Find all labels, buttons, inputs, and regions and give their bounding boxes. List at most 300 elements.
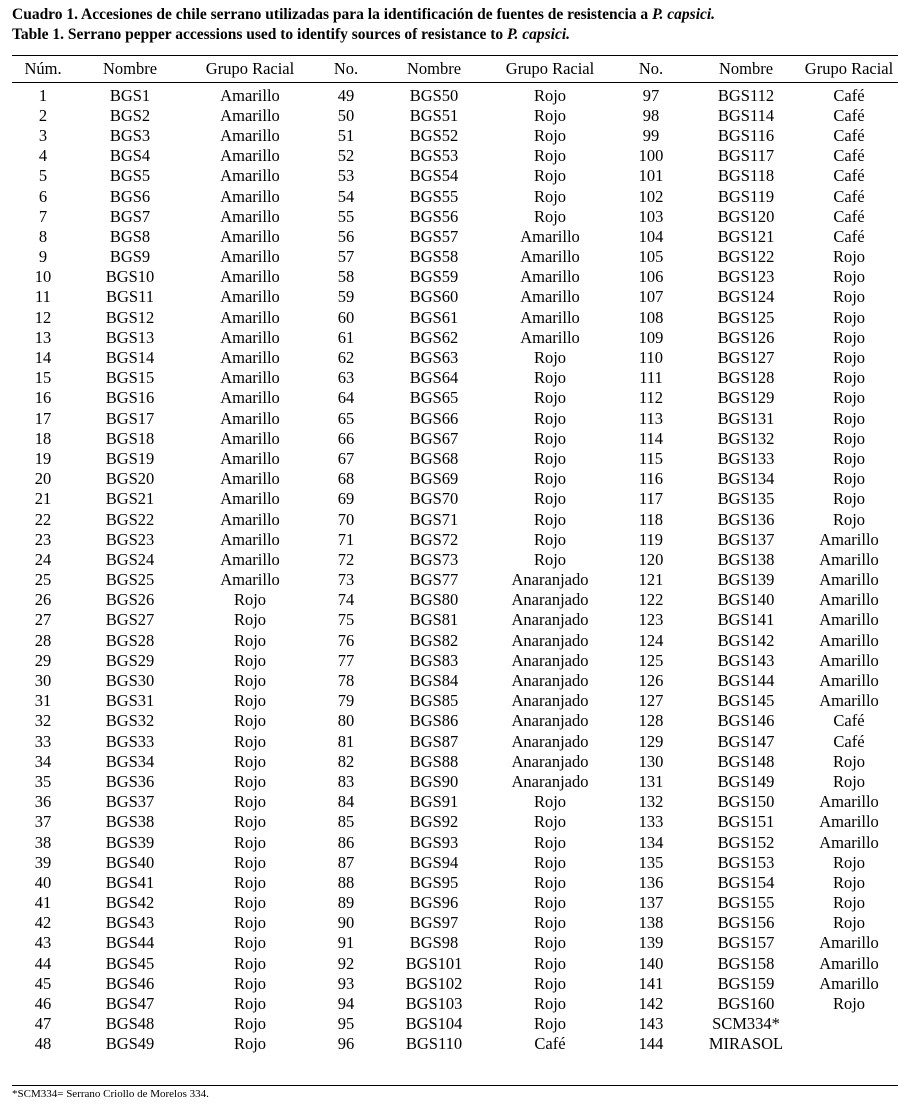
cell-group: Rojo (832, 872, 866, 892)
cell-group: Amarillo (819, 570, 879, 590)
cell-num: 49 (337, 85, 355, 105)
cell-group: Amarillo (819, 832, 879, 852)
cell-num: 95 (337, 1014, 355, 1034)
cell-num: 103 (638, 206, 664, 226)
cell-group: Rojo (233, 771, 267, 791)
cell-name: BGS40 (105, 852, 155, 872)
cell-name: BGS72 (409, 529, 459, 549)
cell-num: 101 (638, 166, 664, 186)
table-row (12, 650, 898, 670)
cell-name: BGS55 (409, 186, 459, 206)
cell-group: Rojo (832, 247, 866, 267)
cell-name: BGS114 (717, 105, 775, 125)
cell-name: BGS16 (105, 388, 155, 408)
cell-group: Anaranjado (511, 590, 589, 610)
cell-name: BGS119 (717, 186, 775, 206)
cell-group: Amarillo (220, 428, 280, 448)
cell-name: BGS57 (409, 226, 459, 246)
cell-name: MIRASOL (708, 1034, 784, 1054)
cell-num: 108 (638, 307, 664, 327)
cell-num: 78 (337, 671, 355, 691)
cell-name: BGS52 (409, 125, 459, 145)
cell-num: 59 (337, 287, 355, 307)
cell-num: 128 (638, 711, 664, 731)
cell-num: 73 (337, 570, 355, 590)
cell-num: 67 (337, 448, 355, 468)
cell-name: BGS126 (717, 327, 775, 347)
cell-name: BGS54 (409, 166, 459, 186)
cell-name: BGS142 (717, 630, 775, 650)
table-row (12, 206, 898, 226)
cell-group: Rojo (533, 348, 567, 368)
cell-name: BGS47 (105, 994, 155, 1014)
cell-group: Anaranjado (511, 751, 589, 771)
cell-name: BGS77 (409, 570, 459, 590)
cell-name: BGS120 (717, 206, 775, 226)
cell-num: 111 (639, 368, 663, 388)
cell-name: BGS70 (409, 489, 459, 509)
cell-group: Rojo (233, 913, 267, 933)
cell-group: Rojo (533, 973, 567, 993)
cell-num: 55 (337, 206, 355, 226)
cell-name: BGS45 (105, 953, 155, 973)
cell-num: 105 (638, 247, 664, 267)
cell-group (800, 1014, 898, 1034)
cell-group: Rojo (533, 125, 567, 145)
cell-name: BGS29 (105, 650, 155, 670)
cell-group: Amarillo (220, 105, 280, 125)
cell-name: BGS38 (105, 812, 155, 832)
cell-num: 34 (34, 751, 52, 771)
cell-num: 114 (638, 428, 664, 448)
cell-name: BGS11 (106, 287, 154, 307)
cell-name: BGS137 (717, 529, 775, 549)
cell-num: 120 (638, 549, 664, 569)
cell-group: Rojo (233, 711, 267, 731)
cell-name: BGS10 (105, 267, 155, 287)
cell-group: Rojo (832, 408, 866, 428)
cell-name: BGS131 (717, 408, 775, 428)
cell-group: Rojo (233, 751, 267, 771)
cell-num: 54 (337, 186, 355, 206)
cell-name: BGS82 (409, 630, 459, 650)
cell-name: BGS97 (409, 913, 459, 933)
cell-name: BGS84 (409, 671, 459, 691)
cell-name: BGS2 (109, 105, 151, 125)
cell-group: Café (833, 206, 865, 226)
cell-num: 3 (38, 125, 48, 145)
cell-name: BGS60 (409, 287, 459, 307)
cell-name: BGS101 (405, 953, 463, 973)
cell-name: BGS14 (105, 348, 155, 368)
cell-group: Rojo (533, 529, 567, 549)
cell-name: BGS4 (109, 146, 151, 166)
cell-group: Amarillo (819, 630, 879, 650)
cell-group: Rojo (533, 448, 567, 468)
cell-num: 76 (337, 630, 355, 650)
cell-name: BGS18 (105, 428, 155, 448)
cell-group: Rojo (832, 994, 866, 1014)
cell-name: BGS3 (109, 125, 151, 145)
cell-group: Rojo (533, 792, 567, 812)
cell-group: Rojo (533, 105, 567, 125)
cell-group: Rojo (533, 469, 567, 489)
cell-group: Rojo (832, 509, 866, 529)
cell-num: 24 (34, 549, 52, 569)
cell-name: BGS145 (717, 691, 775, 711)
table-row (12, 993, 898, 1013)
cell-num: 112 (638, 388, 664, 408)
table-row (12, 448, 898, 468)
cell-num: 40 (34, 872, 52, 892)
cell-num: 98 (642, 105, 660, 125)
cell-name: BGS56 (409, 206, 459, 226)
table-row (12, 731, 898, 751)
cell-group: Café (833, 731, 865, 751)
cell-name: BGS50 (409, 85, 459, 105)
table-row (12, 670, 898, 690)
table-row (12, 509, 898, 529)
cell-group: Rojo (233, 953, 267, 973)
cell-group: Rojo (233, 691, 267, 711)
cell-num: 87 (337, 852, 355, 872)
cell-num: 129 (638, 731, 664, 751)
cell-num: 136 (638, 872, 664, 892)
table-row (12, 327, 898, 347)
caption-spanish-text: Cuadro 1. Accesiones de chile serrano utilizadas para la identificación de fuentes de resistencia a (12, 6, 653, 23)
cell-num: 68 (337, 469, 355, 489)
cell-group: Rojo (533, 549, 567, 569)
cell-group: Rojo (533, 933, 567, 953)
cell-name: BGS146 (717, 711, 775, 731)
cell-num: 47 (34, 1014, 52, 1034)
table-bottom-rule (12, 1085, 898, 1086)
cell-group: Café (833, 105, 865, 125)
cell-num: 86 (337, 832, 355, 852)
cell-name: BGS124 (717, 287, 775, 307)
table-row (12, 186, 898, 206)
cell-num: 66 (337, 428, 355, 448)
table-row (12, 630, 898, 650)
cell-num: 30 (34, 671, 52, 691)
cell-group: Amarillo (220, 186, 280, 206)
cell-name: BGS26 (105, 590, 155, 610)
cell-group: Rojo (233, 650, 267, 670)
cell-num: 19 (34, 448, 52, 468)
table-row (12, 812, 898, 832)
table-row (12, 489, 898, 509)
header-group: Grupo Racial (804, 59, 894, 78)
cell-name: BGS133 (717, 448, 775, 468)
cell-num: 51 (337, 125, 355, 145)
cell-num: 60 (337, 307, 355, 327)
cell-num: 61 (337, 327, 355, 347)
cell-num: 15 (34, 368, 52, 388)
cell-name: BGS87 (409, 731, 459, 751)
cell-group: Amarillo (220, 166, 280, 186)
cell-num: 50 (337, 105, 355, 125)
cell-group: Rojo (533, 388, 567, 408)
cell-num: 113 (638, 408, 664, 428)
table-row (12, 347, 898, 367)
cell-name: BGS96 (409, 893, 459, 913)
cell-group: Rojo (233, 630, 267, 650)
cell-num: 96 (337, 1034, 355, 1054)
cell-num: 123 (638, 610, 664, 630)
cell-name: BGS34 (105, 751, 155, 771)
cell-name: BGS49 (105, 1034, 155, 1054)
footnote: *SCM334= Serrano Criollo de Morelos 334. (12, 1088, 209, 1100)
header-rule (12, 82, 898, 83)
cell-num: 75 (337, 610, 355, 630)
cell-group: Rojo (533, 953, 567, 973)
cell-group: Amarillo (220, 549, 280, 569)
table-row (12, 549, 898, 569)
cell-group: Rojo (533, 913, 567, 933)
header-name: Nombre (406, 59, 462, 78)
cell-name: BGS86 (409, 711, 459, 731)
table-row (12, 1014, 898, 1034)
cell-group: Anaranjado (511, 711, 589, 731)
cell-name: BGS144 (717, 671, 775, 691)
cell-num: 35 (34, 771, 52, 791)
cell-name: BGS9 (109, 247, 151, 267)
cell-group: Amarillo (819, 549, 879, 569)
cell-num: 69 (337, 489, 355, 509)
cell-group: Amarillo (220, 489, 280, 509)
cell-group: Amarillo (819, 671, 879, 691)
cell-group: Rojo (832, 428, 866, 448)
cell-group: Café (833, 125, 865, 145)
cell-group: Rojo (233, 1014, 267, 1034)
cell-group: Amarillo (220, 247, 280, 267)
cell-num: 43 (34, 933, 52, 953)
cell-num: 127 (638, 691, 664, 711)
cell-num: 16 (34, 388, 52, 408)
cell-num: 53 (337, 166, 355, 186)
cell-group: Café (833, 186, 865, 206)
cell-name: BGS59 (409, 267, 459, 287)
cell-group: Amarillo (220, 267, 280, 287)
table-row (12, 771, 898, 791)
cell-num: 107 (638, 287, 664, 307)
cell-name: BGS68 (409, 448, 459, 468)
cell-group: Amarillo (520, 307, 580, 327)
cell-group: Rojo (233, 610, 267, 630)
cell-group: Amarillo (220, 408, 280, 428)
cell-name: BGS64 (409, 368, 459, 388)
cell-name: BGS21 (105, 489, 155, 509)
cell-num: 77 (337, 650, 355, 670)
cell-group: Rojo (533, 166, 567, 186)
cell-num: 116 (638, 469, 664, 489)
cell-num: 27 (34, 610, 52, 630)
cell-name: BGS5 (109, 166, 151, 186)
cell-name: BGS140 (717, 590, 775, 610)
cell-num: 28 (34, 630, 52, 650)
cell-name: BGS27 (105, 610, 155, 630)
cell-name: BGS48 (105, 1014, 155, 1034)
cell-name: BGS129 (717, 388, 775, 408)
cell-num: 8 (38, 226, 48, 246)
cell-group: Rojo (533, 146, 567, 166)
cell-group: Amarillo (220, 146, 280, 166)
cell-num: 81 (337, 731, 355, 751)
cell-name: BGS102 (405, 973, 463, 993)
cell-name: BGS153 (717, 852, 775, 872)
cell-name: BGS7 (109, 206, 151, 226)
cell-name: BGS33 (105, 731, 155, 751)
cell-name: BGS88 (409, 751, 459, 771)
cell-num: 21 (34, 489, 52, 509)
cell-name: BGS24 (105, 549, 155, 569)
cell-group: Rojo (832, 287, 866, 307)
cell-num: 39 (34, 852, 52, 872)
cell-name: BGS41 (105, 872, 155, 892)
cell-group: Rojo (533, 893, 567, 913)
cell-group: Rojo (832, 448, 866, 468)
table-row (12, 307, 898, 327)
table-row (12, 85, 898, 105)
cell-name: BGS63 (409, 348, 459, 368)
cell-num: 97 (642, 85, 660, 105)
cell-group: Amarillo (819, 953, 879, 973)
cell-group: Amarillo (220, 509, 280, 529)
cell-num: 131 (638, 771, 664, 791)
cell-name: BGS141 (717, 610, 775, 630)
cell-num: 65 (337, 408, 355, 428)
cell-group: Rojo (233, 1034, 267, 1054)
cell-group: Rojo (533, 428, 567, 448)
cell-name: BGS90 (409, 771, 459, 791)
cell-group: Rojo (832, 852, 866, 872)
cell-num: 37 (34, 812, 52, 832)
table-row (12, 913, 898, 933)
cell-group: Rojo (533, 994, 567, 1014)
cell-num: 36 (34, 792, 52, 812)
table-row (12, 852, 898, 872)
table-row (12, 388, 898, 408)
cell-group: Amarillo (520, 267, 580, 287)
cell-num: 104 (638, 226, 664, 246)
cell-name: BGS53 (409, 146, 459, 166)
cell-num: 18 (34, 428, 52, 448)
cell-num: 29 (34, 650, 52, 670)
cell-num: 143 (638, 1014, 664, 1034)
cell-num: 137 (638, 893, 664, 913)
cell-group: Rojo (832, 489, 866, 509)
cell-group: Amarillo (819, 529, 879, 549)
cell-num: 4 (38, 146, 48, 166)
cell-num: 57 (337, 247, 355, 267)
cell-name: BGS8 (109, 226, 151, 246)
cell-group: Rojo (233, 590, 267, 610)
table-row (12, 428, 898, 448)
cell-group: Amarillo (220, 448, 280, 468)
cell-name: BGS155 (717, 893, 775, 913)
cell-group: Anaranjado (511, 570, 589, 590)
cell-num: 85 (337, 812, 355, 832)
cell-num: 118 (638, 509, 664, 529)
cell-num: 38 (34, 832, 52, 852)
cell-num: 110 (638, 348, 664, 368)
cell-num: 64 (337, 388, 355, 408)
cell-name: BGS80 (409, 590, 459, 610)
cell-num: 5 (38, 166, 48, 186)
cell-num: 90 (337, 913, 355, 933)
cell-name: BGS139 (717, 570, 775, 590)
cell-group: Rojo (832, 388, 866, 408)
cell-group: Rojo (533, 368, 567, 388)
cell-name: BGS103 (405, 994, 463, 1014)
cell-name: BGS148 (717, 751, 775, 771)
header-num: Núm. (24, 59, 62, 78)
cell-name: BGS58 (409, 247, 459, 267)
cell-name: BGS93 (409, 832, 459, 852)
cell-group: Rojo (533, 509, 567, 529)
table-row (12, 226, 898, 246)
cell-name: BGS128 (717, 368, 775, 388)
cell-name: BGS152 (717, 832, 775, 852)
cell-num: 1 (38, 85, 48, 105)
cell-name: BGS132 (717, 428, 775, 448)
table-row (12, 792, 898, 812)
cell-group: Café (534, 1034, 566, 1054)
caption-spanish (12, 5, 715, 25)
cell-num: 25 (34, 570, 52, 590)
cell-name: BGS67 (409, 428, 459, 448)
table-row (12, 610, 898, 630)
cell-name: BGS20 (105, 469, 155, 489)
cell-num: 130 (638, 751, 664, 771)
cell-group: Amarillo (220, 348, 280, 368)
cell-group: Anaranjado (511, 731, 589, 751)
cell-group: Amarillo (819, 590, 879, 610)
cell-num: 144 (638, 1034, 664, 1054)
caption-english-species: P. capsici. (507, 26, 570, 43)
cell-num: 80 (337, 711, 355, 731)
caption-english (12, 25, 570, 45)
cell-group: Amarillo (220, 388, 280, 408)
cell-num: 99 (642, 125, 660, 145)
cell-name: BGS30 (105, 671, 155, 691)
cell-name: BGS104 (405, 1014, 463, 1034)
cell-name: BGS61 (409, 307, 459, 327)
cell-num: 89 (337, 893, 355, 913)
table-row (12, 408, 898, 428)
cell-num: 72 (337, 549, 355, 569)
cell-name: BGS118 (717, 166, 775, 186)
cell-num: 106 (638, 267, 664, 287)
cell-name: BGS81 (409, 610, 459, 630)
cell-name: BGS46 (105, 973, 155, 993)
table-row (12, 570, 898, 590)
cell-num: 13 (34, 327, 52, 347)
cell-num: 33 (34, 731, 52, 751)
cell-num: 74 (337, 590, 355, 610)
table-row (12, 590, 898, 610)
cell-num: 70 (337, 509, 355, 529)
cell-name: BGS42 (105, 893, 155, 913)
cell-group: Anaranjado (511, 771, 589, 791)
cell-group (800, 1034, 898, 1054)
table-body (12, 85, 898, 1054)
cell-group: Rojo (533, 832, 567, 852)
cell-num: 42 (34, 913, 52, 933)
cell-name: BGS95 (409, 872, 459, 892)
cell-num: 62 (337, 348, 355, 368)
cell-name: BGS136 (717, 509, 775, 529)
